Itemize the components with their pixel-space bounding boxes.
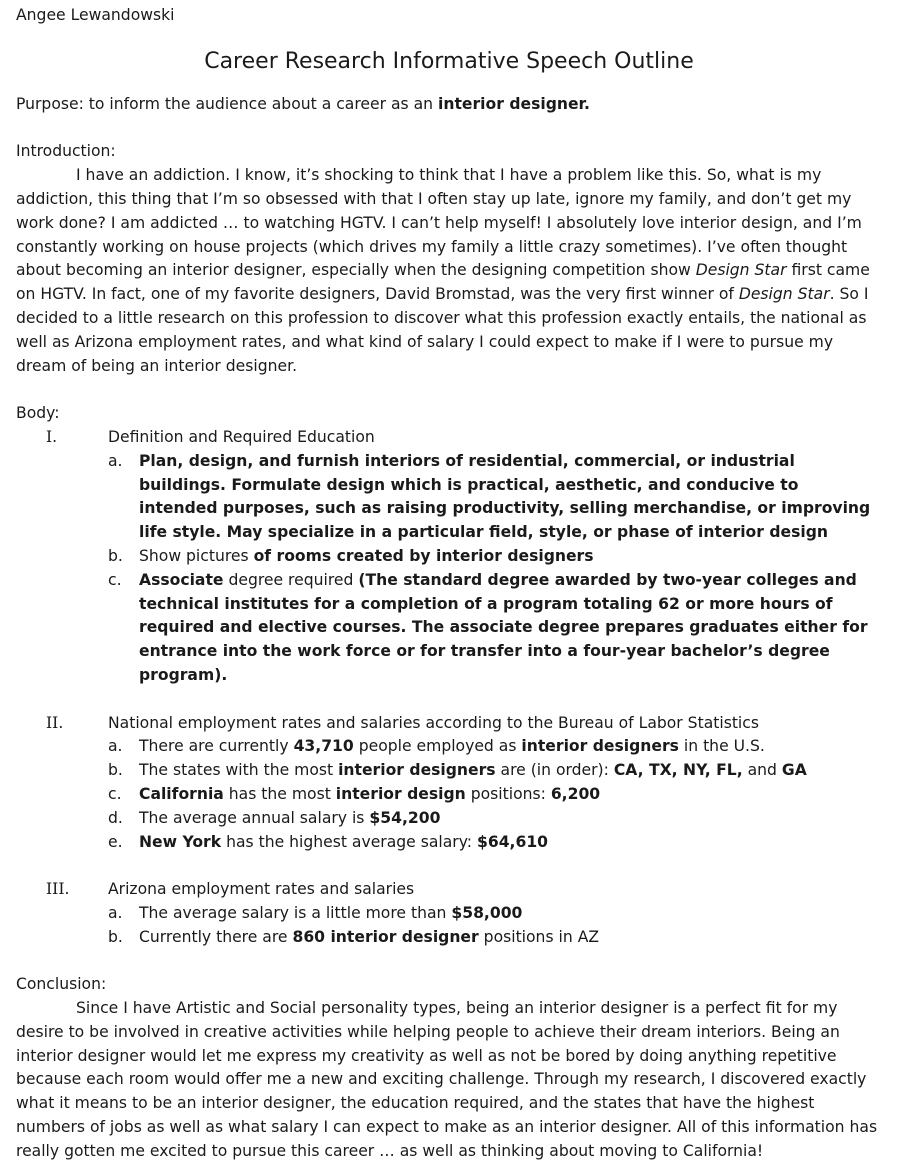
list-item — [108, 902, 882, 926]
section-items — [108, 735, 882, 854]
body-section-1 — [16, 426, 882, 688]
item-bold: $64,610 — [477, 832, 549, 851]
list-item — [108, 831, 882, 855]
item-letter: b. — [108, 761, 123, 780]
item-letter: c. — [108, 570, 122, 589]
item-bold: CA, TX, NY, FL, — [613, 761, 743, 780]
section-numeral: II. — [46, 713, 64, 732]
item-text: degree required — [223, 570, 359, 589]
document-title: Career Research Informative Speech Outline — [204, 48, 694, 74]
item-bold: $54,200 — [369, 808, 441, 827]
spacer — [16, 378, 882, 402]
item-bold: 6,200 — [550, 784, 601, 803]
item-text: has the most — [223, 784, 336, 803]
section-title: Definition and Required Education — [108, 427, 375, 446]
item-bold: Associate — [139, 570, 224, 589]
list-item — [108, 545, 882, 569]
conclusion-heading: Conclusion: — [16, 975, 107, 994]
section-numeral: III. — [46, 880, 70, 899]
item-text: Show pictures — [139, 546, 254, 565]
item-bold: of rooms created by interior designers — [253, 546, 594, 565]
spacer — [16, 688, 882, 712]
item-text: in the U.S. — [678, 737, 765, 756]
item-text: has the highest average salary: — [221, 832, 477, 851]
body-section-3 — [16, 878, 882, 949]
introduction-paragraph — [16, 164, 882, 378]
item-bold: Plan, design, and furnish interiors of residential, commercial, or industrial buildings. Formulate design which is practical, aesthetic, and conducive to intended purposes, such as raising productivity, selling merchandise, or improving life style. May specialize in a particular field, style, or phase of interior design — [139, 451, 871, 542]
spacer — [16, 117, 882, 141]
list-item — [108, 783, 882, 807]
section-numeral: I. — [46, 427, 58, 446]
item-text: positions: — [465, 784, 551, 803]
purpose-label: Purpose: to inform the audience about a career as an — [16, 94, 438, 113]
item-letter: a. — [108, 737, 123, 756]
section-items — [108, 450, 882, 688]
item-bold: $58,000 — [451, 903, 523, 922]
item-bold: 43,710 — [293, 737, 354, 756]
section-title: National employment rates and salaries according to the Bureau of Labor Statistics — [108, 713, 759, 732]
body-section-2 — [16, 712, 882, 855]
item-text: There are currently — [139, 737, 294, 756]
intro-show-2: Design Star — [738, 285, 830, 304]
item-letter: c. — [108, 784, 122, 803]
intro-show-1: Design Star — [695, 261, 787, 280]
item-letter: b. — [108, 927, 123, 946]
document-page — [16, 4, 882, 1164]
intro-text-3: . So I decided to a little research on this profession to discover what this profession exactly entails, the national as well as Arizona employment rates, and what kind of salary I could expect to make if I were to pursue my dream of being an interior designer. — [16, 285, 869, 375]
intro-text-2: first came on HGTV. In fact, one of my favorite designers, David Bromstad, was the very first winner of — [16, 261, 870, 304]
item-bold: 860 interior designer — [292, 927, 479, 946]
item-letter: a. — [108, 451, 123, 470]
item-letter: a. — [108, 903, 123, 922]
list-item — [108, 735, 882, 759]
conclusion-paragraph: Since I have Artistic and Social personality types, being an interior designer is a perfect fit for my desire to be involved in creative activities while helping people to achieve their dream interiors. Being an interior designer would let me express my creativity as well as not be bored by doing anything repetitive because each room would offer me a new and exciting challenge. Through my research, I discovered exactly what it means to be an interior designer, the education required, and the states that have the highest numbers of jobs as well as what salary I can expect to make as an interior designer. All of this information has really gotten me excited to pursue this career … as well as thinking about moving to California! — [16, 999, 878, 1160]
spacer — [16, 854, 882, 878]
list-item — [108, 926, 882, 950]
item-bold: (The standard degree awarded by two-year colleges and technical institutes for a completion of a program totaling 62 or more hours of required and elective courses. The associate degree prepares graduates either for entrance into the work force or for transfer into a four-year bachelor’s degree program). — [139, 570, 868, 684]
list-item — [108, 759, 882, 783]
item-bold: New York — [139, 832, 222, 851]
item-bold: California — [139, 784, 224, 803]
item-text: people employed as — [353, 737, 522, 756]
item-letter: d. — [108, 808, 123, 827]
section-items — [108, 902, 882, 950]
item-text: The states with the most — [139, 761, 339, 780]
list-item — [108, 569, 882, 688]
item-bold: GA — [781, 761, 807, 780]
section-title: Arizona employment rates and salaries — [108, 880, 415, 899]
list-item — [108, 807, 882, 831]
purpose-statement — [16, 93, 882, 117]
intro-text-1: I have an addiction. I know, it’s shocking to think that I have a problem like this. So, what is my addiction, this thing that I’m so obsessed with that I often stay up late, ignore my family, and don’t get my work done? I am addicted … to watching HGTV. I can’t help myself! I absolutely love interior design, and I’m constantly working on house projects (which drives my family a little crazy sometimes). I’ve often thought about becoming an interior designer, especially when the designing competition show — [16, 166, 862, 280]
item-text: positions in AZ — [478, 927, 600, 946]
item-text: are (in order): — [495, 761, 614, 780]
item-bold: interior designers — [338, 761, 496, 780]
item-letter: b. — [108, 546, 123, 565]
item-text: and — [742, 761, 782, 780]
item-text: The average annual salary is — [139, 808, 370, 827]
item-text: The average salary is a little more than — [139, 903, 452, 922]
body-heading: Body: — [16, 404, 60, 423]
introduction-heading: Introduction: — [16, 142, 116, 161]
spacer — [16, 949, 882, 973]
item-bold: interior designers — [521, 737, 679, 756]
item-bold: interior design — [335, 784, 466, 803]
item-text: Currently there are — [139, 927, 293, 946]
list-item — [108, 450, 882, 545]
item-letter: e. — [108, 832, 123, 851]
purpose-bold: interior designer. — [438, 94, 590, 113]
author-name: Angee Lewandowski — [16, 6, 175, 24]
